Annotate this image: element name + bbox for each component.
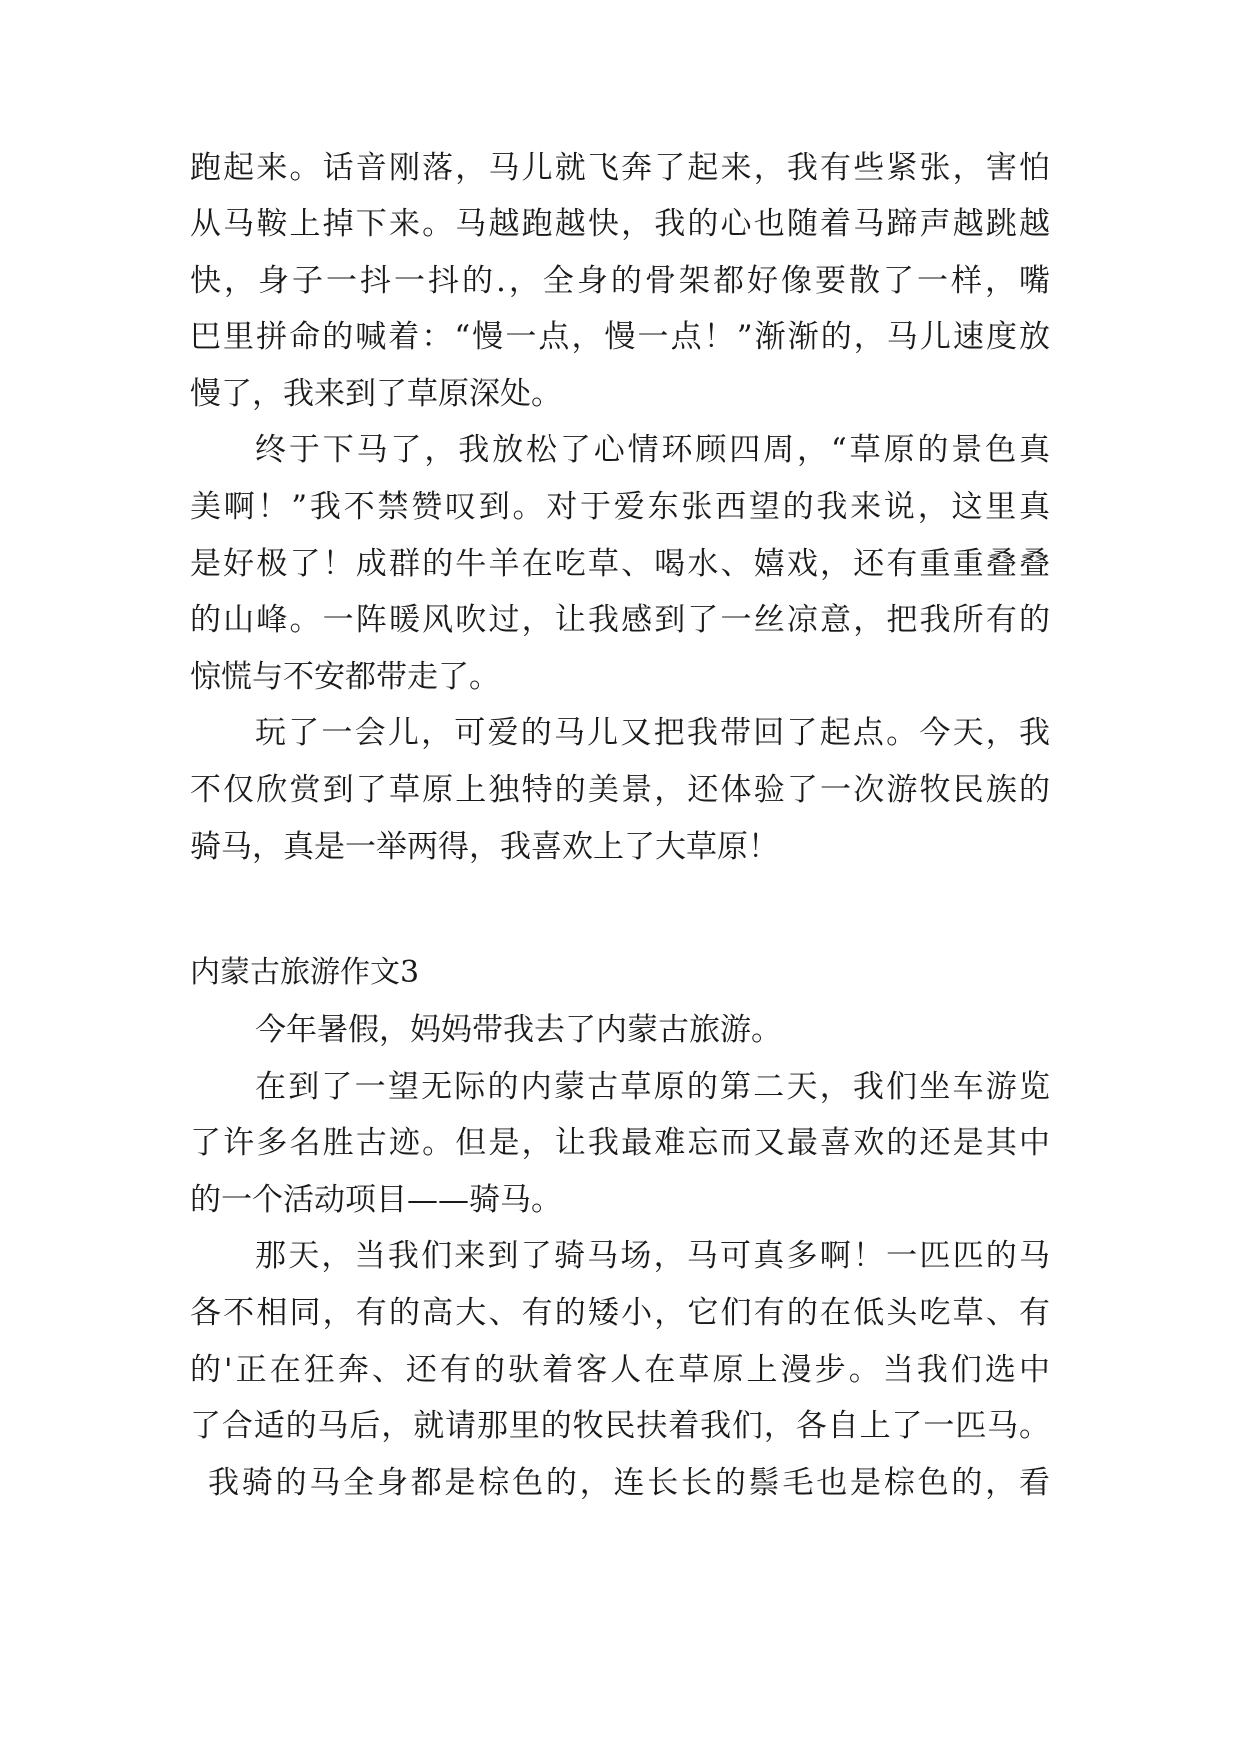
section-heading: 内蒙古旅游作文3: [190, 955, 420, 990]
text-line: 的山峰。一阵暖风吹过，让我感到了一丝凉意，把我所有的: [190, 602, 1050, 638]
text-line: 是好极了！成群的牛羊在吃草、喝水、嬉戏，还有重重叠叠: [190, 546, 1050, 582]
text-line: 我骑的马全身都是棕色的，连长长的鬃毛也是棕色的，看: [208, 1465, 1050, 1501]
text-line: 快，身子一抖一抖的.，全身的骨架都好像要散了一样，嘴: [190, 263, 1050, 299]
text-line: 的'正在狂奔、还有的驮着客人在草原上漫步。当我们选中: [190, 1352, 1050, 1388]
text-line: 的一个活动项目——骑马。: [190, 1182, 562, 1218]
text-line: 那天，当我们来到了骑马场，马可真多啊！一匹匹的马: [255, 1238, 1050, 1274]
text-line: 跑起来。话音刚落，马儿就飞奔了起来，我有些紧张，害怕: [190, 150, 1050, 186]
text-line: 在到了一望无际的内蒙古草原的第二天，我们坐车游览: [255, 1069, 1050, 1105]
text-line: 美啊！”我不禁赞叹到。对于爱东张西望的我来说，这里真: [190, 489, 1050, 525]
text-line: 终于下马了，我放松了心情环顾四周，“草原的景色真: [255, 432, 1050, 468]
text-line: 各不相同，有的高大、有的矮小，它们有的在低头吃草、有: [190, 1295, 1050, 1331]
text-line: 今年暑假，妈妈带我去了内蒙古旅游。: [255, 1012, 782, 1048]
text-line: 了许多名胜古迹。但是，让我最难忘而又最喜欢的还是其中: [190, 1125, 1050, 1161]
text-line: 不仅欣赏到了草原上独特的美景，还体验了一次游牧民族的: [190, 772, 1050, 808]
text-line: 惊慌与不安都带走了。: [190, 659, 500, 695]
text-line: 巴里拼命的喊着：“慢一点，慢一点！”渐渐的，马儿速度放: [190, 319, 1050, 355]
text-line: 骑马，真是一举两得，我喜欢上了大草原！: [190, 829, 779, 865]
text-line: 玩了一会儿，可爱的马儿又把我带回了起点。今天，我: [255, 715, 1050, 751]
text-line: 从马鞍上掉下来。马越跑越快，我的心也随着马蹄声越跳越: [190, 206, 1050, 242]
text-line: 慢了，我来到了草原深处。: [190, 376, 562, 412]
text-line: 了合适的马后，就请那里的牧民扶着我们，各自上了一匹马。: [190, 1408, 1050, 1444]
